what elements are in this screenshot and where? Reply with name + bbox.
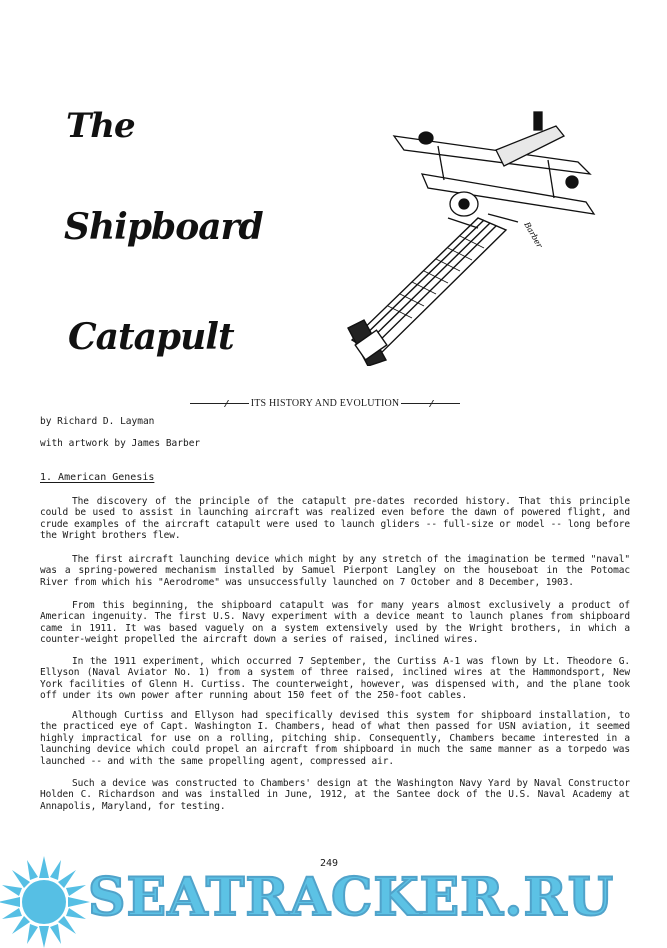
catapult-track — [348, 218, 506, 366]
subtitle-rule-left — [190, 403, 249, 404]
biplane-catapult-illustration — [328, 110, 628, 366]
page-number: 249 — [320, 858, 339, 869]
paragraph-2: The first aircraft launching device which might by any stretch of the imagination be termed "naval" was a spring-powered mechanism installed by Samuel Pierpont Langley on the houseboat in the Potomac River from which his "Aerodrome" was unsuccessfully launched on 7 October and 8 December, 1903. — [40, 554, 630, 588]
title-line-catapult: Catapult — [68, 316, 234, 358]
paragraph-1: The discovery of the principle of the catapult pre-dates recorded history. That this principle could be used to assist in launching aircraft was realized even before the dawn of powered flight, and crude examples of the aircraft catapult were used to launch gliders -- full-size or model -- long before the Wright brothers flew. — [40, 496, 630, 542]
title-line-shipboard: Shipboard — [64, 206, 263, 248]
watermark-text: SEATRACKER.RU — [88, 867, 615, 928]
subtitle-rule-right — [401, 403, 460, 404]
paragraph-6: Such a device was constructed to Chambers' design at the Washington Navy Yard by Naval Constructor Holden C. Richardson and was installed in June, 1912, at the Santee dock of the U.S. Naval Academy at Annapolis, Maryland, for testing. — [40, 778, 630, 812]
paragraph-4: In the 1911 experiment, which occurred 7 September, the Curtiss A-1 was flown by Lt. Theodore G. Ellyson (Naval Aviator No. 1) from a system of three raised, inclined wires at the Hammondsport, New York facilities of Glenn H. Curtiss. The counterweight, however, was dispensed with, and the plane took off under its own power after running about 150 feet of the 250-foot cables. — [40, 656, 630, 702]
subtitle: ITS HISTORY AND EVOLUTION — [250, 397, 400, 409]
subtitle-banner — [190, 396, 460, 410]
artist-signature: Barber — [522, 220, 545, 250]
biplane — [394, 112, 594, 228]
title-line-the: The — [66, 106, 135, 146]
paragraph-5: Although Curtiss and Ellyson had specifically devised this system for shipboard installation, to the practiced eye of Capt. Washington I. Chambers, head of what then passed for USN aviation, it seemed highly impractical for use on a rolling, pitching ship. Consequently, Chambers became interested in a launching device which could propel an aircraft from shipboard in much the same manner as a torpedo was launched -- and with the same propelling agent, compressed air. — [40, 710, 630, 767]
section-heading: 1. American Genesis — [40, 472, 155, 483]
paragraph-3: From this beginning, the shipboard catapult was for many years almost exclusively a product of American ingenuity. The first U.S. Navy experiment with a device meant to launch planes from shipboard came in 1911. It was based vaguely on a system extensively used by the Wright brothers, in which a counter-weight propelled the aircraft down a series of raised, inclined wires. — [40, 600, 630, 646]
byline-author: by Richard D. Layman — [40, 416, 155, 427]
byline-artwork: with artwork by James Barber — [40, 438, 201, 449]
